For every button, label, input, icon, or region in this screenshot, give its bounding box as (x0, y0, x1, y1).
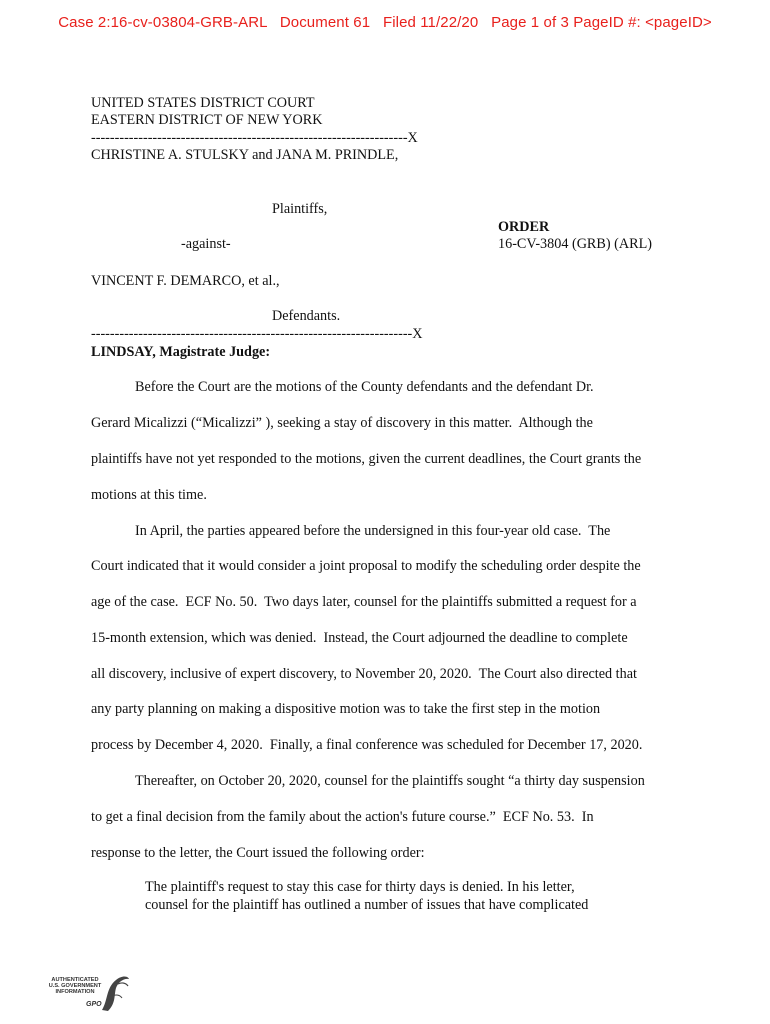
body-line: plaintiffs have not yet responded to the motions, given the current deadlines, the Court grants the (91, 451, 642, 467)
plaintiffs-label: Plaintiffs, (272, 201, 328, 217)
body-line: all discovery, inclusive of expert discovery, to November 20, 2020. The Court also directed that (91, 666, 637, 682)
defendants-names: VINCENT F. DEMARCO, et al., (91, 273, 280, 289)
block-quote-line: The plaintiff's request to stay this case for thirty days is denied. In his letter, (145, 879, 575, 895)
caption-rule-bottom: --------------------------------------------------------------------X (91, 326, 423, 342)
defendants-label: Defendants. (272, 308, 341, 324)
body-line: Before the Court are the motions of the County defendants and the defendant Dr. (135, 379, 594, 395)
body-line: In April, the parties appeared before the undersigned in this four-year old case. The (135, 523, 611, 539)
order-title: ORDER (498, 219, 550, 235)
gpo-logo-line: AUTHENTICATED (51, 977, 99, 983)
gpo-logo-line: U.S. GOVERNMENT (48, 983, 102, 990)
gpo-logo-mark-text: GPO (86, 1001, 102, 1008)
body-line: Thereafter, on October 20, 2020, counsel for the plaintiffs sought “a thirty day suspension (135, 773, 645, 789)
body-line: response to the letter, the Court issued the following order: (91, 845, 425, 861)
plaintiffs-names: CHRISTINE A. STULSKY and JANA M. PRINDLE, (91, 147, 399, 163)
block-quote-line: counsel for the plaintiff has outlined a number of issues that have complicated (145, 897, 589, 913)
case-header-stamp: Case 2:16-cv-03804-GRB-ARL Document 61 Filed 11/22/20 Page 1 of 3 PageID #: <pageID> (58, 14, 712, 31)
gpo-authentication-logo (46, 970, 136, 1014)
body-line: Gerard Micalizzi (“Micalizzi” ), seeking a stay of discovery in this matter. Although the (91, 415, 593, 431)
body-line: to get a final decision from the family about the action's future course.” ECF No. 53. In (91, 809, 594, 825)
court-name-line-1: UNITED STATES DISTRICT COURT (91, 95, 315, 111)
body-line: age of the case. ECF No. 50. Two days later, counsel for the plaintiffs submitted a request for a (91, 594, 637, 610)
eagle-icon (98, 970, 132, 1014)
case-number: 16-CV-3804 (GRB) (ARL) (498, 236, 652, 252)
caption-rule-top: -------------------------------------------------------------------X (91, 130, 418, 146)
court-name-line-2: EASTERN DISTRICT OF NEW YORK (91, 112, 323, 128)
against-label: -against- (181, 236, 231, 252)
body-line: any party planning on making a dispositive motion was to take the first step in the motion (91, 701, 601, 717)
body-line: process by December 4, 2020. Finally, a final conference was scheduled for December 17, 2020. (91, 737, 643, 753)
body-line: motions at this time. (91, 487, 207, 503)
gpo-logo-line: INFORMATION (55, 989, 95, 996)
judge-heading: LINDSAY, Magistrate Judge: (91, 344, 271, 360)
body-line: 15-month extension, which was denied. Instead, the Court adjourned the deadline to complete (91, 630, 628, 646)
body-line: Court indicated that it would consider a joint proposal to modify the scheduling order despite the (91, 558, 641, 574)
gpo-logo-text (46, 977, 104, 996)
